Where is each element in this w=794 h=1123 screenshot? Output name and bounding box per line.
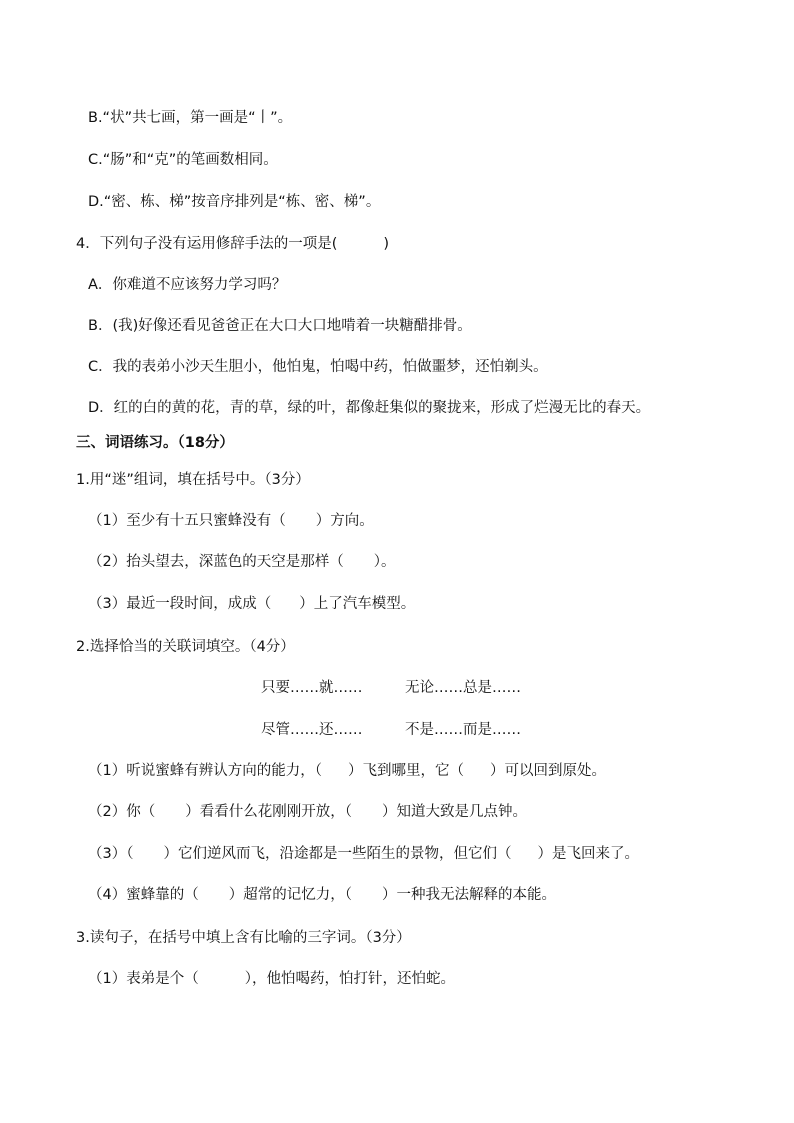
q1-item-1 [88,511,374,531]
q4-option-d: D．红的白的黄的花，青的草，绿的叶，都像赶集似的聚拢来，形成了烂漫无比的春天。 [88,400,651,416]
q2-item-3-b: ）它们逆风而飞，沿途都是一些陌生的景物，但它们（ [163,846,512,862]
q1-item-2-after: ）。 [373,554,396,570]
q3-item-1 [88,969,455,989]
q2-option-2: 无论……总是…… [405,680,521,696]
q4-stem-close: ) [383,236,390,252]
q2-item-1 [88,761,606,781]
q1-item-1-after: ）方向。 [315,513,374,529]
q3-stem: 3.读句子，在括号中填上含有比喻的三字词。（3分） [76,930,411,946]
q2-item-3-a: （3）（ [88,846,134,862]
q2-item-4-b: ）超常的记忆力，（ [228,887,352,903]
q2-item-3 [88,844,639,864]
q2-item-4-a: （4）蜜蜂靠的（ [88,887,199,903]
q2-stem: 2.选择恰当的关联词填空。（4分） [76,639,295,655]
q1-item-1-before: （1）至少有十五只蜜蜂没有（ [88,513,286,529]
section-3-title: 三、词语练习。（18分） [76,435,234,451]
q4-option-b: B．(我)好像还看见爸爸正在大口大口地啃着一块糖醋排骨。 [88,318,472,334]
q3-option-b: B.“状”共七画，第一画是“丨”。 [88,110,293,126]
q2-item-1-c: ）可以回到原处。 [489,763,606,779]
q3-item-1-before: （1）表弟是个（ [88,971,199,987]
q2-item-2 [88,802,527,822]
q3-option-c: C.“肠”和“克”的笔画数相同。 [88,152,278,168]
q4-option-c: C．我的表弟小沙天生胆小，他怕鬼，怕喝中药，怕做噩梦，还怕剃头。 [88,359,548,375]
q2-item-1-a: （1）听说蜜蜂有辨认方向的能力，（ [88,763,322,779]
q2-option-1: 只要……就…… [261,680,363,696]
q3-item-1-after: ），他怕喝药，怕打针，还怕蛇。 [244,971,455,987]
q2-item-1-b: ）飞到哪里，它（ [347,763,464,779]
q1-item-2-before: （2）抬头望去，深蓝色的天空是那样（ [88,554,344,570]
q4-option-a: A．你难道不应该努力学习吗？ [88,277,287,293]
q1-item-3 [88,594,415,614]
q1-item-2 [88,552,395,572]
q1-stem: 1.用“迷”组词，填在括号中。（3分） [76,472,310,488]
q1-item-3-after: ）上了汽车模型。 [299,596,416,612]
q2-item-4-c: ）一种我无法解释的本能。 [381,887,556,903]
q3-option-d: D.“密、栋、梯”按音序排列是“栋、密、梯”。 [88,194,381,210]
q1-item-3-before: （3）最近一段时间，成成（ [88,596,272,612]
q2-option-4: 不是……而是…… [405,722,521,738]
q2-item-2-a: （2）你（ [88,804,156,820]
q2-item-3-c: ）是飞回来了。 [537,846,639,862]
q2-option-3: 尽管……还…… [261,722,363,738]
q2-item-4 [88,885,556,905]
q4-stem [76,234,389,254]
q2-item-2-c: ）知道大致是几点钟。 [381,804,527,820]
q4-stem-text: 4．下列句子没有运用修辞手法的一项是( [76,236,338,252]
q2-item-2-b: ）看看什么花刚刚开放，（ [185,804,352,820]
